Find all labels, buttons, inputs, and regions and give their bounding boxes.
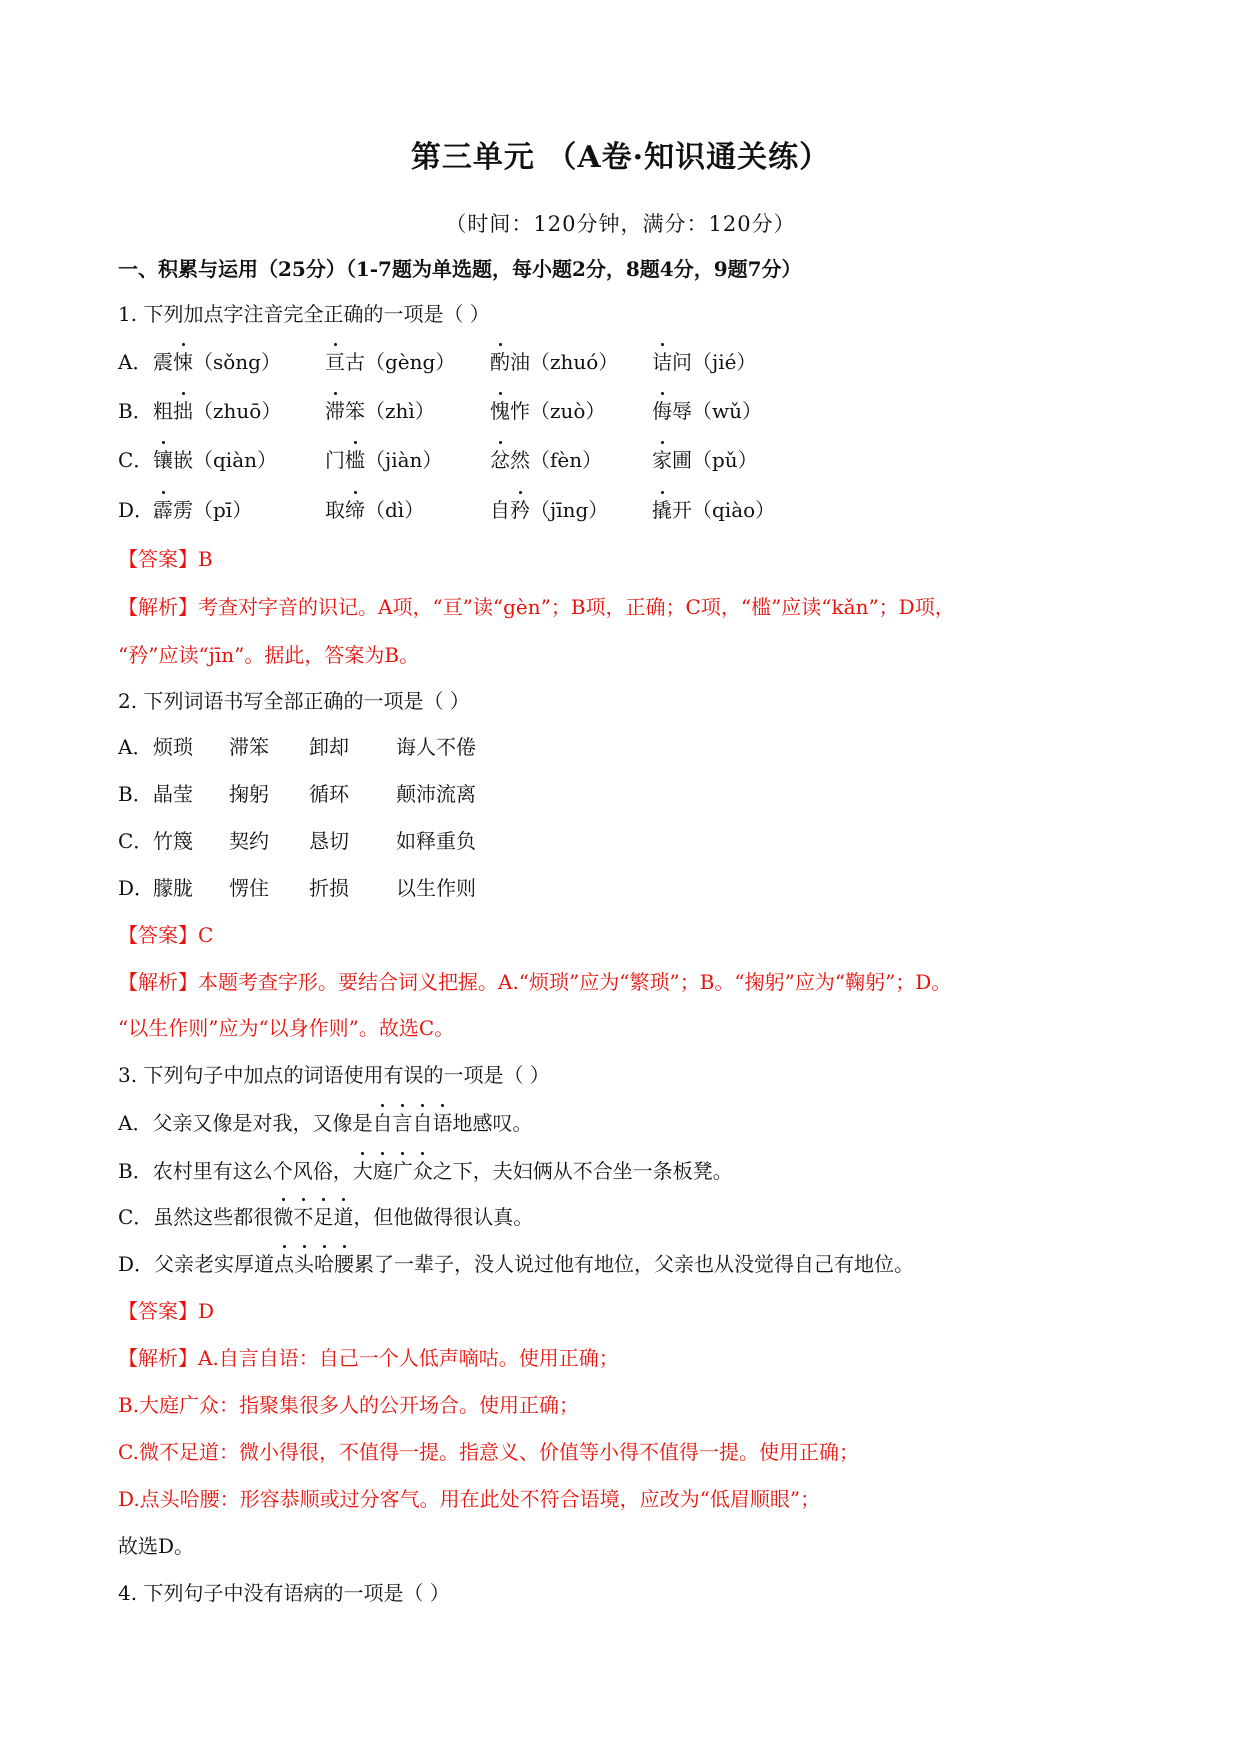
sentence-text: ，但他做得很认真。	[353, 1205, 534, 1229]
option-word: 循环	[309, 782, 349, 806]
option-word	[325, 397, 435, 425]
dotted-char: 道	[333, 1205, 354, 1229]
option-word: 竹篾	[153, 829, 193, 853]
word-text: 怍	[510, 399, 530, 423]
dotted-char: 自	[372, 1111, 393, 1135]
dotted-char: 愧	[490, 399, 510, 423]
sentence-text: 农村里有这么个风俗，	[152, 1159, 353, 1183]
sentence-text: 累了一辈子，没人说过他有地位，父亲也从没觉得自己有地位。	[354, 1252, 915, 1276]
option-word	[490, 348, 618, 376]
option-word: 愣住	[229, 876, 269, 900]
option-word: 烦琐	[153, 735, 193, 759]
option-word: 颠沛流离	[396, 782, 476, 806]
pinyin: （zhuó）	[530, 350, 619, 374]
option-word	[490, 496, 608, 524]
option-word	[325, 348, 455, 376]
option-label: B．	[118, 782, 153, 806]
pinyin: （qiàn）	[193, 448, 278, 472]
option-sentence	[118, 1250, 914, 1278]
pinyin: （zhuō）	[193, 399, 282, 423]
dotted-char: 缔	[345, 498, 365, 522]
sentence-text: 父亲又像是对我，又像是	[152, 1111, 373, 1135]
question-3-conclusion: 故选D。	[118, 1534, 195, 1558]
dotted-char: 家	[652, 448, 672, 472]
option-word: 滞笨	[229, 735, 269, 759]
option-label: A．	[118, 735, 153, 759]
option-label: D．	[118, 1252, 155, 1276]
option-word	[490, 397, 605, 425]
word-text: 取	[325, 498, 345, 522]
dotted-char: 微	[273, 1205, 294, 1229]
word-text: 开	[672, 498, 692, 522]
question-1-analysis-line-1: 【解析】考查对字音的识记。A项，“亘”读“gèn”；B项，正确；C项，“槛”应读“kǎn”；D项，	[118, 595, 955, 619]
dotted-char: 腰	[334, 1252, 355, 1276]
option-word	[325, 446, 442, 474]
option-word	[490, 446, 602, 474]
option-word: 朦胧	[153, 876, 193, 900]
pinyin: （qiào）	[692, 498, 776, 522]
question-1-stem: 1. 下列加点字注音完全正确的一项是（ ）	[118, 302, 490, 326]
option-word: 契约	[229, 829, 269, 853]
dotted-char: 众	[412, 1159, 433, 1183]
dotted-char: 足	[313, 1205, 334, 1229]
word-text: 雳	[173, 498, 193, 522]
pinyin: （zhì）	[365, 399, 435, 423]
exam-time-info: （时间：120分钟，满分：120分）	[445, 212, 796, 236]
analysis-text: A.自言自语：自己一个人低声嘀咕。使用正确；	[198, 1346, 619, 1370]
question-2-analysis-line-1: 【解析】本题考查字形。要结合词义把握。A.“烦琐”应为“繁琐”；B。“掬躬”应为“鞠躬”；D。	[118, 970, 952, 994]
word-text: 嵌	[173, 448, 193, 472]
word-text: 门	[325, 448, 345, 472]
option-word: 掬躬	[229, 782, 269, 806]
dotted-char: 诘	[652, 350, 672, 374]
option-word: 卸却	[309, 735, 349, 759]
option-label: A．	[118, 350, 153, 374]
sentence-text: 之下，夫妇俩从不合坐一条板凳。	[432, 1159, 733, 1183]
pinyin: （gèng）	[365, 350, 456, 374]
pinyin: （pī）	[193, 498, 253, 522]
dotted-char: 头	[294, 1252, 315, 1276]
dotted-char: 自	[412, 1111, 433, 1135]
sentence-text: 地感叹。	[452, 1111, 533, 1135]
dotted-char: 广	[392, 1159, 413, 1183]
dotted-char: 撬	[652, 498, 672, 522]
word-text: 古	[345, 350, 365, 374]
option-label: A．	[118, 1111, 153, 1135]
option-word	[153, 496, 252, 524]
word-text: 问	[672, 350, 692, 374]
dotted-char: 哈	[314, 1252, 335, 1276]
word-text: 自	[490, 498, 510, 522]
question-4-stem: 4. 下列句子中没有语病的一项是（ ）	[118, 1581, 450, 1605]
dotted-char: 镶	[153, 448, 173, 472]
option-label: B．	[118, 399, 153, 423]
pinyin: （dì）	[365, 498, 425, 522]
option-word: 折损	[309, 876, 349, 900]
word-text: 震	[153, 350, 173, 374]
question-3-analysis-line-4: D.点头哈腰：形容恭顺或过分客气。用在此处不符合语境，应改为“低眉顺眼”；	[118, 1487, 821, 1511]
pinyin: （pǔ）	[692, 448, 758, 472]
dotted-char: 忿	[490, 448, 510, 472]
word-text: 然	[510, 448, 530, 472]
analysis-label: 【解析】	[118, 1346, 198, 1370]
dotted-char: 侮	[652, 399, 672, 423]
word-text: 辱	[672, 399, 692, 423]
option-sentence	[118, 1109, 532, 1137]
option-word	[153, 446, 277, 474]
dotted-char: 悚	[173, 350, 193, 374]
option-label: D．	[118, 876, 155, 900]
question-3-analysis-line-2: B.大庭广众：指聚集很多人的公开场合。使用正确；	[118, 1393, 580, 1417]
word-text: 笨	[345, 399, 365, 423]
dotted-char: 酌	[490, 350, 510, 374]
option-word	[652, 446, 758, 474]
dotted-char: 点	[274, 1252, 295, 1276]
option-label: C．	[118, 829, 154, 853]
dotted-char: 槛	[345, 448, 365, 472]
dotted-char: 滞	[325, 399, 345, 423]
pinyin: （jīng）	[530, 498, 609, 522]
page-title: 第三单元 （A卷·知识通关练）	[410, 140, 831, 175]
option-label: D．	[118, 498, 155, 522]
question-3-analysis-line-1	[118, 1344, 619, 1372]
dotted-char: 亘	[325, 350, 345, 374]
option-word: 以生作则	[396, 876, 476, 900]
option-label: C．	[118, 448, 154, 472]
dotted-char: 矜	[510, 498, 530, 522]
dotted-char: 霹	[153, 498, 173, 522]
option-word	[325, 496, 424, 524]
sentence-text: 虽然这些都很	[153, 1205, 274, 1229]
option-sentence	[118, 1203, 533, 1231]
question-3-stem: 3. 下列句子中加点的词语使用有误的一项是（ ）	[118, 1063, 550, 1087]
dotted-char: 拙	[173, 399, 193, 423]
pinyin: （wǔ）	[692, 399, 762, 423]
option-word	[652, 348, 756, 376]
question-2-analysis-line-2: “以生作则”应为“以身作则”。故选C。	[118, 1016, 455, 1040]
word-text: 圃	[672, 448, 692, 472]
option-word: 如释重负	[396, 829, 476, 853]
option-label: C．	[118, 1205, 154, 1229]
dotted-char: 语	[432, 1111, 453, 1135]
option-sentence	[118, 1157, 733, 1185]
question-3-analysis-line-3: C.微不足道：微小得很，不值得一提。指意义、价值等小得不值得一提。使用正确；	[118, 1440, 859, 1464]
question-2-answer: 【答案】C	[118, 923, 214, 947]
option-word	[153, 397, 281, 425]
option-word: 恳切	[309, 829, 349, 853]
option-word: 诲人不倦	[396, 735, 476, 759]
dotted-char: 不	[293, 1205, 314, 1229]
question-1-answer: 【答案】B	[118, 547, 213, 571]
pinyin: （sǒng）	[193, 350, 281, 374]
dotted-char: 庭	[372, 1159, 393, 1183]
option-word	[153, 348, 281, 376]
pinyin: （zuò）	[530, 399, 606, 423]
question-1-analysis-line-2: “矜”应读“jīn”。据此，答案为B。	[118, 643, 420, 667]
dotted-char: 言	[392, 1111, 413, 1135]
word-text: 粗	[153, 399, 173, 423]
option-word	[652, 496, 775, 524]
question-3-answer: 【答案】D	[118, 1299, 215, 1323]
pinyin: （jiàn）	[365, 448, 443, 472]
section-heading: 一、积累与运用（25分）（1-7题为单选题，每小题2分，8题4分，9题7分）	[118, 257, 802, 281]
sentence-text: 父亲老实厚道	[154, 1252, 275, 1276]
pinyin: （jié）	[692, 350, 757, 374]
question-2-stem: 2. 下列词语书写全部正确的一项是（ ）	[118, 689, 470, 713]
option-word	[652, 397, 762, 425]
word-text: 油	[510, 350, 530, 374]
dotted-char: 大	[352, 1159, 373, 1183]
option-word: 晶莹	[153, 782, 193, 806]
pinyin: （fèn）	[530, 448, 603, 472]
option-label: B．	[118, 1159, 153, 1183]
